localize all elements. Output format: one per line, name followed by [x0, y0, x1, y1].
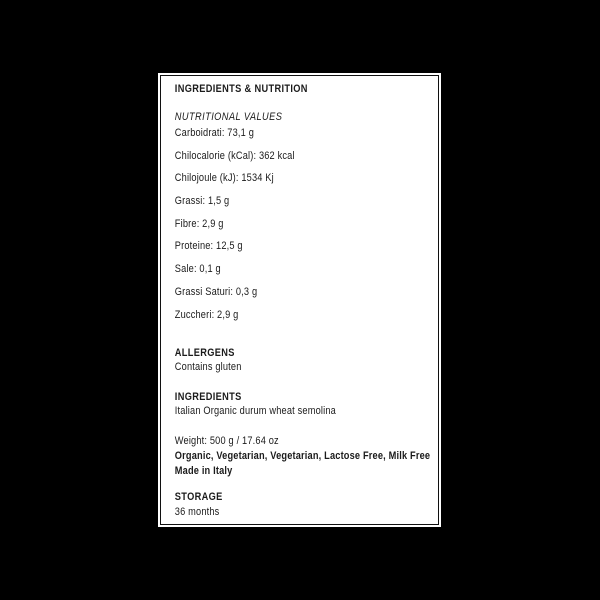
nutrition-item-salt: Sale: 0,1 g	[174, 263, 221, 276]
storage-heading: STORAGE	[174, 490, 223, 503]
weight-line: Weight: 500 g / 17.64 oz	[174, 434, 279, 447]
allergens-text: Contains gluten	[174, 360, 242, 373]
nutrition-item-fat: Grassi: 1,5 g	[174, 195, 230, 208]
nutrition-item-protein: Proteine: 12,5 g	[174, 240, 243, 253]
nutrition-item-kilocalories: Chilocalorie (kCal): 362 kcal	[174, 149, 295, 162]
dietary-claims-line: Organic, Vegetarian, Vegetarian, Lactose Free, Milk Free	[174, 449, 431, 462]
storage-text: 36 months	[174, 505, 220, 518]
nutrition-item-fibre: Fibre: 2,9 g	[174, 217, 224, 230]
ingredients-heading: INGREDIENTS	[174, 390, 242, 403]
nutrition-item-sugars: Zuccheri: 2,9 g	[174, 308, 239, 321]
nutritional-values-heading: NUTRITIONAL VALUES	[174, 111, 283, 123]
nutrition-item-saturated-fat: Grassi Saturi: 0,3 g	[174, 285, 258, 298]
product-info-card	[158, 73, 441, 527]
nutrition-item-carbohydrates: Carboidrati: 73,1 g	[174, 127, 255, 139]
card-content	[158, 73, 441, 518]
section-title: INGREDIENTS & NUTRITION	[174, 83, 308, 95]
origin-line: Made in Italy	[174, 464, 233, 477]
allergens-heading: ALLERGENS	[174, 346, 235, 359]
nutrition-item-kilojoules: Chilojoule (kJ): 1534 Kj	[174, 172, 274, 185]
ingredients-text: Italian Organic durum wheat semolina	[174, 404, 336, 417]
